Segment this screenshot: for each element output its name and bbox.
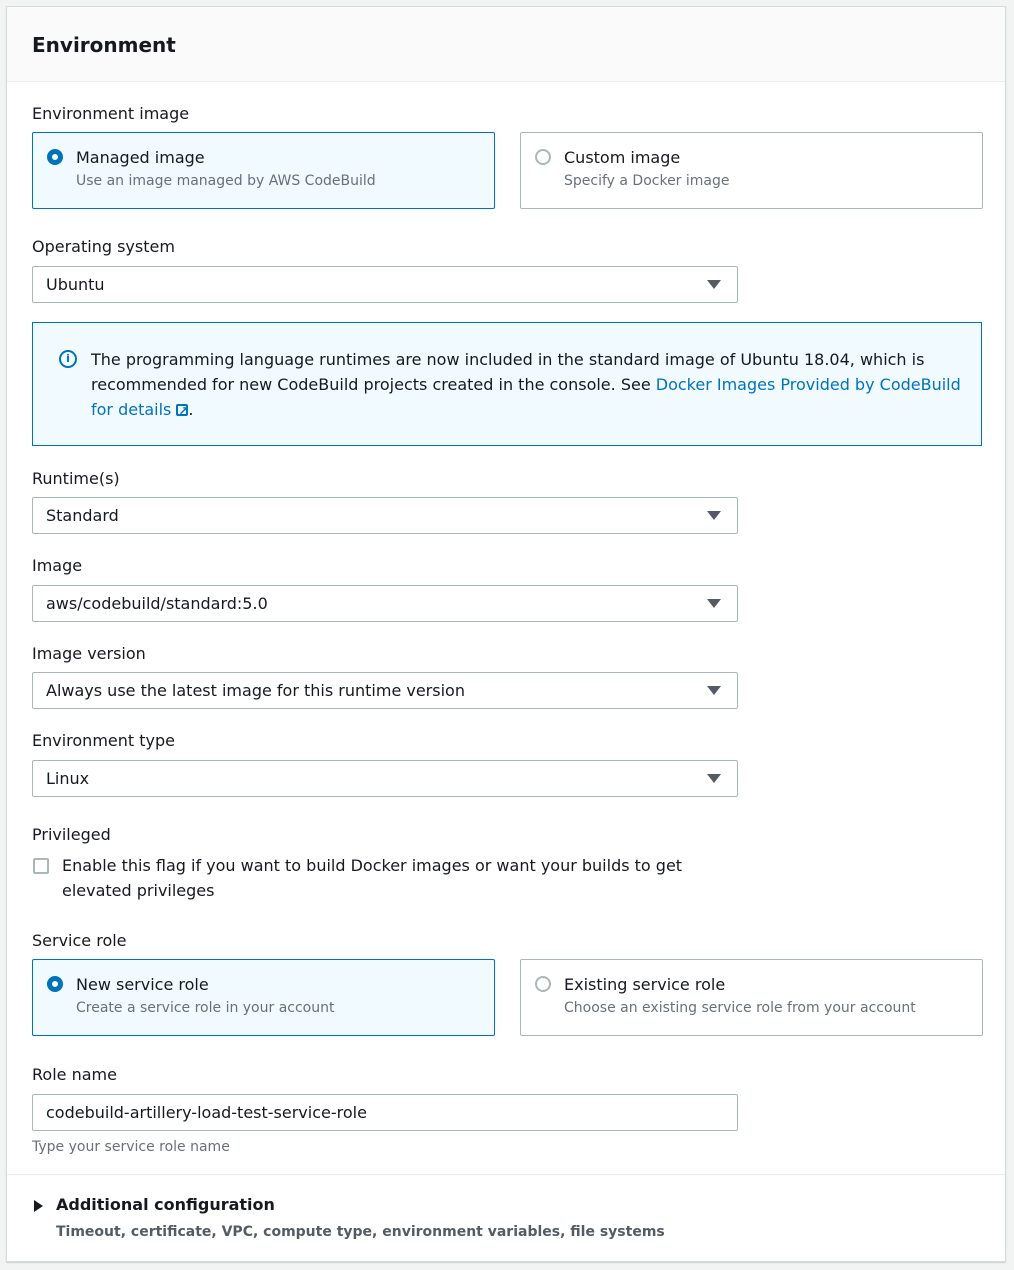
runtime-value: Standard <box>46 506 119 525</box>
info-alert-text-before: The programming language runtimes are now included in the standard image of Ubuntu 18.04, which is recommended for new CodeBuild projects created in the console. See <box>91 350 925 394</box>
caret-down-icon <box>707 686 721 695</box>
image-version-value: Always use the latest image for this runtime version <box>46 681 465 700</box>
privileged-checkbox[interactable] <box>33 858 49 874</box>
environment-type-select[interactable] <box>32 760 738 797</box>
runtime-label: Runtime(s) <box>32 469 120 488</box>
managed-image-title: Managed image <box>76 148 205 167</box>
radio-unselected-icon[interactable] <box>535 149 551 165</box>
role-name-input[interactable] <box>32 1094 738 1131</box>
operating-system-label: Operating system <box>32 237 175 256</box>
role-name-label: Role name <box>32 1065 117 1084</box>
additional-configuration-description: Timeout, certificate, VPC, compute type, environment variables, file systems <box>56 1224 665 1240</box>
radio-selected-icon[interactable] <box>47 149 63 165</box>
caret-down-icon <box>707 599 721 608</box>
privileged-label: Privileged <box>32 825 111 844</box>
image-label: Image <box>32 556 83 575</box>
custom-image-title: Custom image <box>564 148 681 167</box>
info-alert-text <box>91 347 961 422</box>
radio-unselected-icon[interactable] <box>535 976 551 992</box>
additional-configuration-toggle[interactable]: Additional configuration <box>56 1195 275 1214</box>
divider <box>7 1174 1005 1175</box>
image-version-select[interactable] <box>32 672 738 709</box>
existing-service-role-title: Existing service role <box>564 975 726 994</box>
caret-right-icon[interactable] <box>34 1200 43 1212</box>
managed-image-option[interactable] <box>32 132 495 209</box>
info-alert-text-after: . <box>188 400 194 419</box>
role-name-hint: Type your service role name <box>32 1139 230 1155</box>
image-version-label: Image version <box>32 644 146 663</box>
caret-down-icon <box>707 511 721 520</box>
external-link-icon <box>176 404 188 416</box>
custom-image-option[interactable] <box>520 132 983 209</box>
operating-system-value: Ubuntu <box>46 275 105 294</box>
caret-down-icon <box>707 280 721 289</box>
radio-selected-icon[interactable] <box>47 976 63 992</box>
image-select[interactable] <box>32 585 738 622</box>
docker-images-link-text: Docker Images Provided by CodeBuild for details <box>91 375 961 419</box>
environment-panel <box>6 6 1006 1262</box>
operating-system-select[interactable] <box>32 266 738 303</box>
environment-type-value: Linux <box>46 769 90 788</box>
existing-service-role-option[interactable] <box>520 959 983 1036</box>
environment-image-label: Environment image <box>32 104 190 123</box>
environment-type-label: Environment type <box>32 731 175 750</box>
managed-image-description: Use an image managed by AWS CodeBuild <box>76 173 376 189</box>
info-alert <box>32 322 982 446</box>
new-service-role-option[interactable] <box>32 959 495 1036</box>
privileged-checkbox-label[interactable]: Enable this flag if you want to build Docker images or want your builds to get elevated privileges <box>62 856 683 900</box>
caret-down-icon <box>707 774 721 783</box>
runtime-select[interactable] <box>32 497 738 534</box>
new-service-role-title: New service role <box>76 975 209 994</box>
new-service-role-description: Create a service role in your account <box>76 1000 335 1016</box>
custom-image-description: Specify a Docker image <box>564 173 730 189</box>
image-value: aws/codebuild/standard:5.0 <box>46 594 268 613</box>
service-role-label: Service role <box>32 931 127 950</box>
panel-header <box>7 7 1005 82</box>
existing-service-role-description: Choose an existing service role from your account <box>564 1000 916 1016</box>
section-title: Environment <box>32 33 176 57</box>
info-icon: i <box>59 350 77 368</box>
